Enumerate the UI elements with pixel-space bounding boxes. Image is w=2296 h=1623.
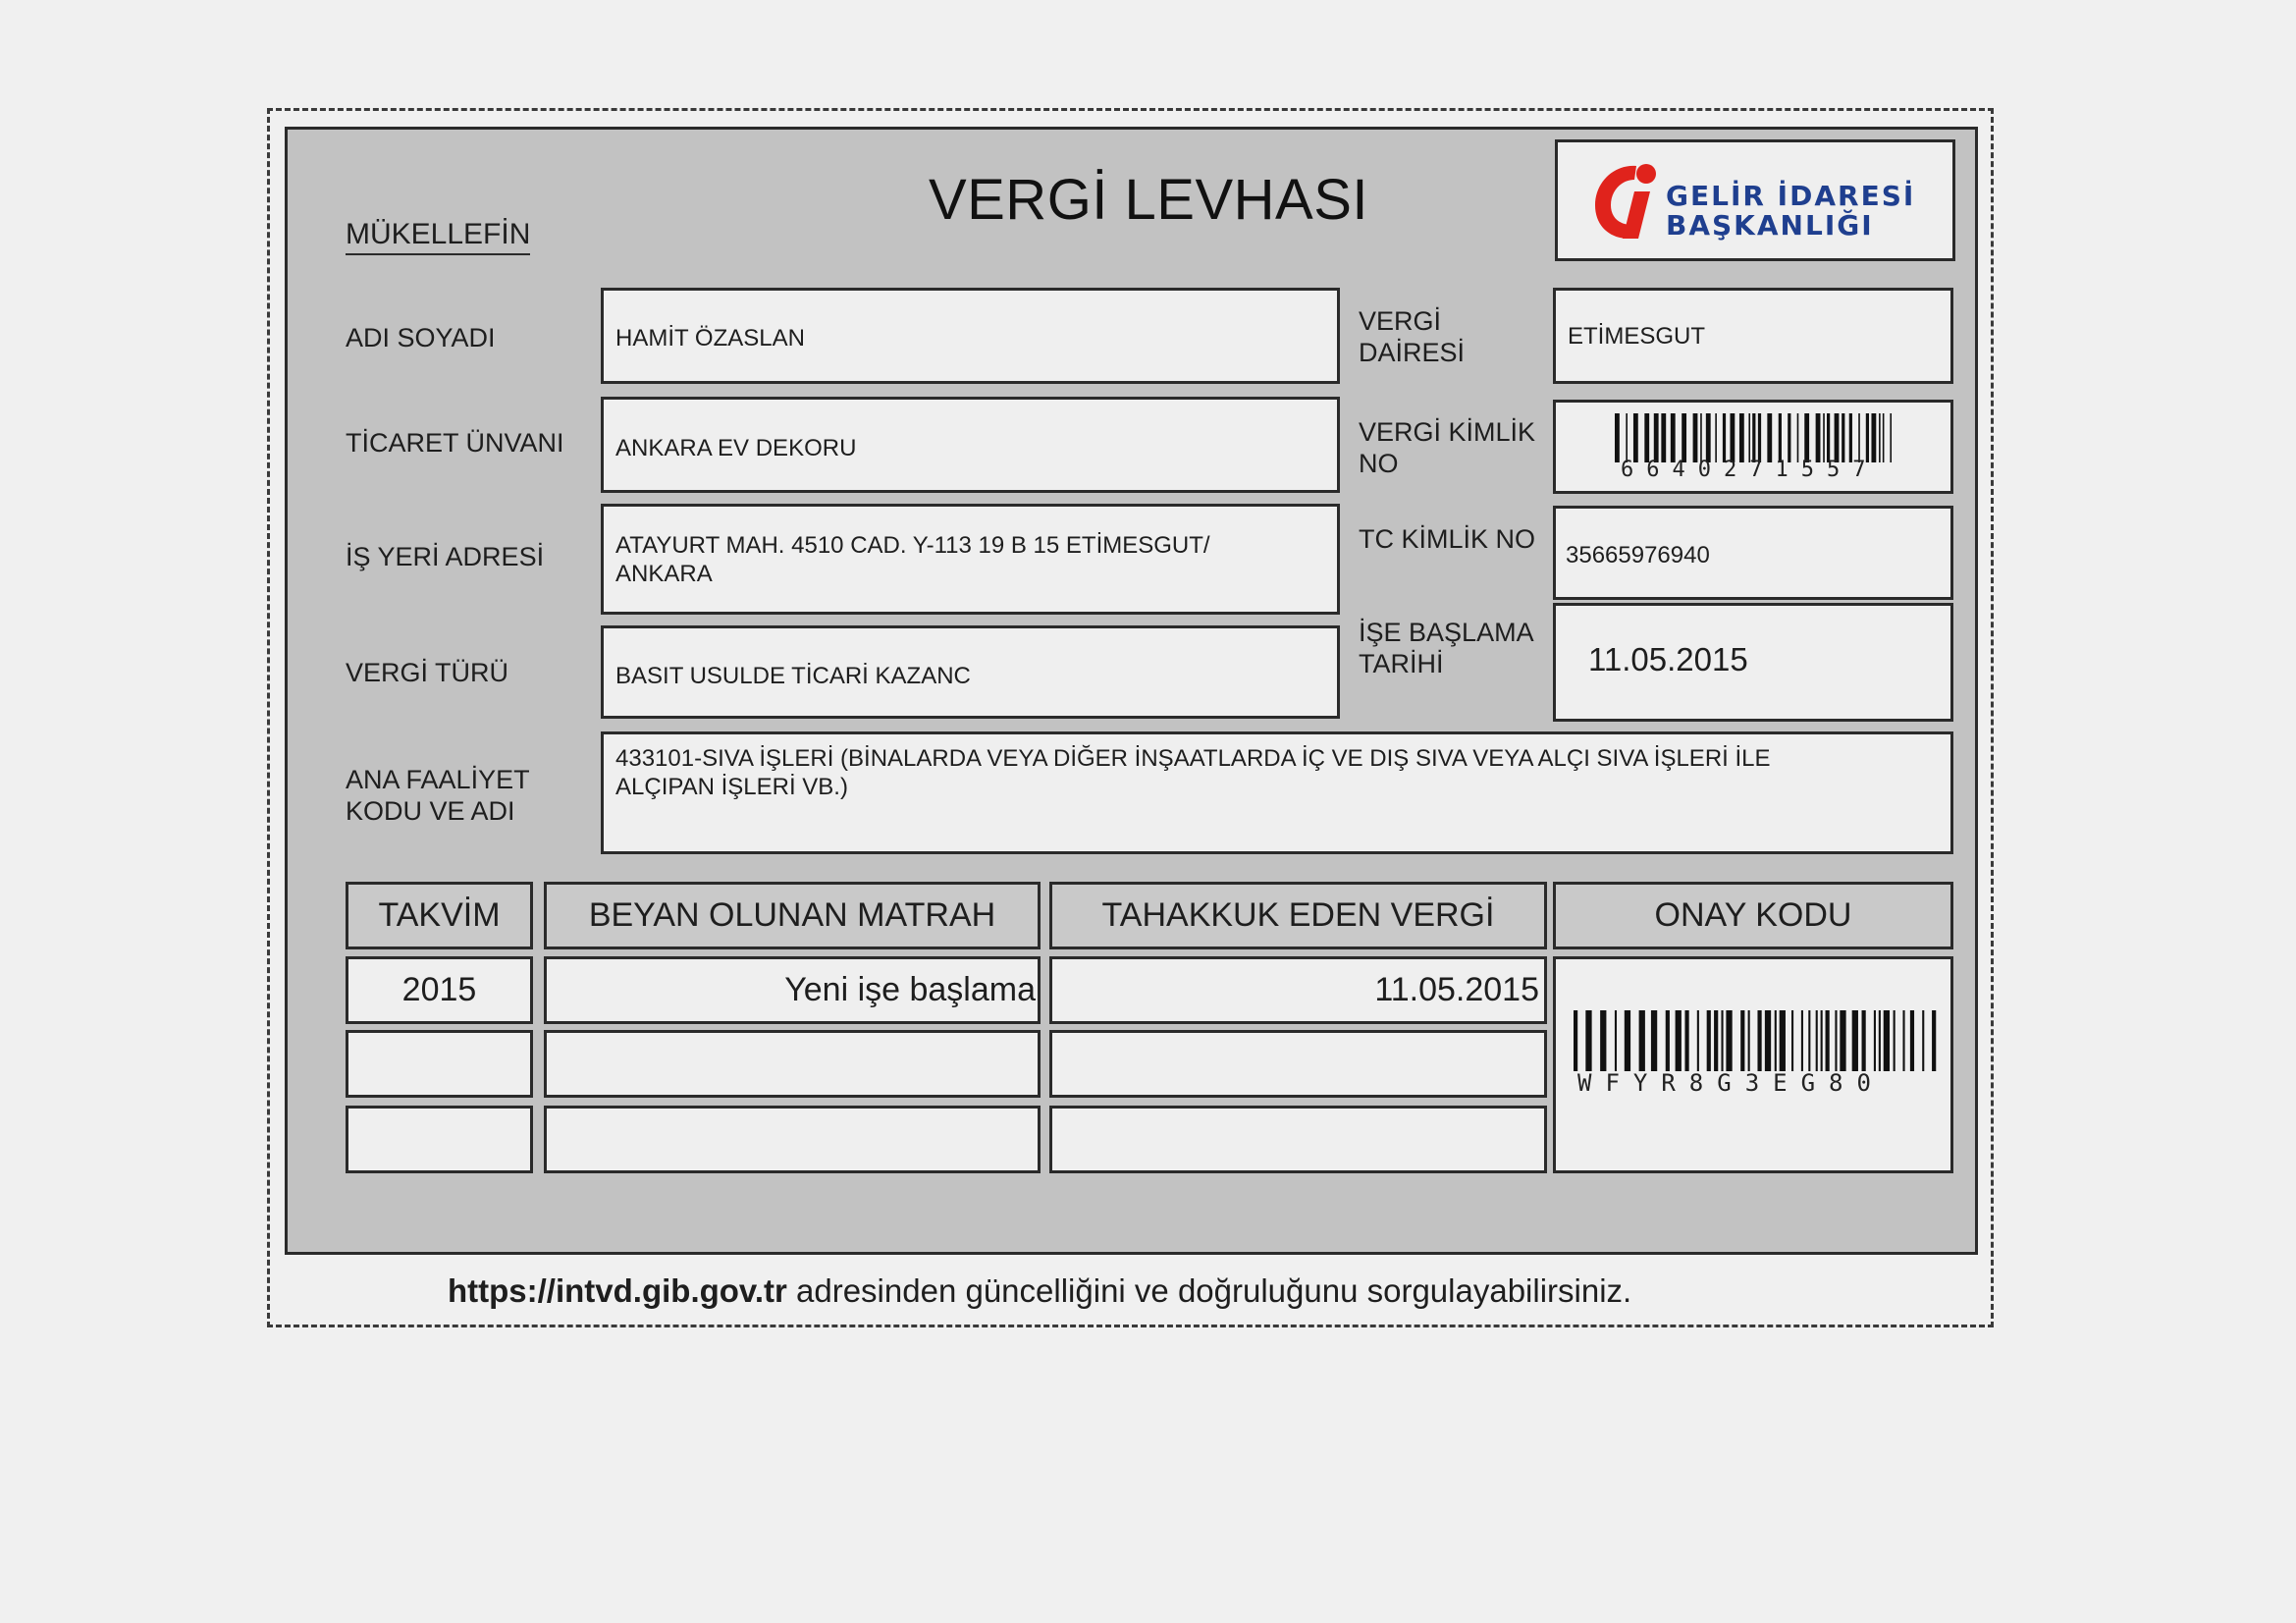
label-ise-baslama-line2: TARİHİ [1359,649,1444,678]
value-vergi-dairesi: ETİMESGUT [1568,323,1706,350]
barcode-bar [1661,413,1666,462]
barcode-bar [1625,1010,1630,1071]
barcode-bar [1715,413,1717,462]
barcode-bar [1779,413,1782,462]
table-row: Yeni işe başlama [544,956,1041,1024]
label-ana-faaliyet-line2: KODU VE ADI [346,796,515,826]
barcode-bar [1615,413,1620,462]
barcode-bar [1840,1010,1845,1071]
barcode-bar [1879,1010,1881,1071]
value-ana-faaliyet [615,744,1771,801]
barcode-bar [1726,1010,1732,1071]
barcode-bar [1932,1010,1936,1071]
tax-id-barcode [1615,413,1897,462]
barcode-bar [1644,413,1649,462]
table-header-onay-kodu: ONAY KODU [1553,882,1953,949]
barcode-bar [1884,1010,1890,1071]
barcode-bar [1890,413,1892,462]
barcode-bar [1788,413,1790,462]
barcode-bar [1780,1010,1786,1071]
value-ise-baslama-tarihi: 11.05.2015 [1588,641,1748,677]
barcode-bar [1585,1010,1591,1071]
barcode-bar [1835,1010,1837,1071]
barcode-bar [1883,413,1885,462]
label-ana-faaliyet [346,764,530,827]
barcode-bar [1821,1010,1823,1071]
label-ise-baslama-tarihi [1359,617,1534,679]
table-row [544,1030,1041,1098]
barcode-bar [1862,1010,1866,1071]
barcode-bar [1671,413,1676,462]
table-row [1049,1030,1547,1098]
barcode-bar [1808,1010,1810,1071]
label-is-yeri-adresi: İŞ YERİ ADRESİ [346,542,545,571]
table-row: 2015 [346,956,533,1024]
field-ana-faaliyet [601,731,1953,854]
barcode-bar [1693,413,1698,462]
table-row [1049,1106,1547,1173]
barcode-bar [1682,413,1686,462]
field-adi-soyadi [601,288,1340,384]
barcode-bar [1804,413,1809,462]
barcode-bar [1758,413,1761,462]
page-title: VERGİ LEVHASI [928,168,1369,232]
value-is-yeri-adresi-line1: ATAYURT MAH. 4510 CAD. Y-113 19 B 15 ETİMESGUT/ [615,532,1210,559]
barcode-bar [1651,1010,1657,1071]
field-vergi-dairesi [1553,288,1953,384]
verification-url[interactable]: https://intvd.gib.gov.tr [448,1272,787,1309]
table-row [346,1030,533,1098]
barcode-bar [1714,1010,1718,1071]
table-row [346,1106,533,1173]
section-label-taxpayer: MÜKELLEFİN [346,218,530,255]
barcode-bar [1600,1010,1606,1071]
barcode-bar [1849,413,1852,462]
barcode-bar [1826,1010,1830,1071]
barcode-bar [1723,413,1726,462]
barcode-bar [1730,413,1735,462]
barcode-bar [1615,1010,1617,1071]
table-row: 11.05.2015 [1049,956,1547,1024]
barcode-bar [1858,413,1860,462]
barcode-bar [1676,1010,1682,1071]
barcode-bar [1633,413,1638,462]
barcode-bar [1879,413,1881,462]
table-header-tahakkuk: TAHAKKUK EDEN VERGİ [1049,882,1547,949]
field-vergi-kimlik-no [1553,400,1953,494]
barcode-bar [1775,1010,1777,1071]
approval-code-barcode [1574,1010,1937,1071]
barcode-bar [1767,413,1772,462]
barcode-bar [1902,1010,1904,1071]
barcode-bar [1706,413,1711,462]
barcode-bar [1823,413,1825,462]
label-adi-soyadi: ADI SOYADI [346,323,496,352]
barcode-bar [1639,1010,1645,1071]
label-ana-faaliyet-line1: ANA FAALİYET [346,765,530,794]
label-vergi-turu: VERGİ TÜRÜ [346,658,509,687]
barcode-bar [1866,413,1869,462]
barcode-bar [1752,413,1755,462]
barcode-bar [1765,1010,1771,1071]
barcode-bar [1626,413,1628,462]
barcode-bar [1739,413,1744,462]
approval-code-barcode-text: WFYR8G3EG80 [1577,1069,1885,1097]
value-ana-faaliyet-line1: 433101-SIVA İŞLERİ (BİNALARDA VEYA DİĞER İNŞAATLARDA İÇ VE DIŞ SIVA VEYA ALÇI SIVA İŞLERİ İLE [615,745,1771,772]
barcode-bar [1816,413,1821,462]
label-vergi-kimlik-no-line1: VERGİ KİMLİK [1359,417,1536,447]
barcode-bar [1707,1010,1711,1071]
table-header-takvim: TAKVİM [346,882,533,949]
barcode-bar [1801,1010,1803,1071]
barcode-bar [1574,1010,1577,1071]
barcode-bar [1922,1010,1924,1071]
verification-footer [448,1272,1631,1310]
barcode-bar [1666,1010,1670,1071]
barcode-bar [1721,1010,1723,1071]
verification-text: adresinden güncelliğini ve doğruluğunu sorgulayabilirsiniz. [786,1272,1632,1309]
value-ticaret-unvani: ANKARA EV DEKORU [615,435,857,461]
gib-logo-text [1666,182,1915,241]
field-is-yeri-adresi [601,504,1340,615]
value-is-yeri-adresi [615,531,1210,588]
barcode-bar [1874,1010,1876,1071]
barcode-bar [1894,1010,1896,1071]
value-is-yeri-adresi-line2: ANKARA [615,561,713,587]
label-ticaret-unvani: TİCARET ÜNVANI [346,428,564,458]
barcode-bar [1842,413,1844,462]
barcode-bar [1654,413,1659,462]
barcode-bar [1827,413,1830,462]
barcode-bar [1684,1010,1688,1071]
value-ana-faaliyet-line2: ALÇIPAN İŞLERİ VB.) [615,774,848,800]
barcode-bar [1748,413,1750,462]
barcode-bar [1816,1010,1818,1071]
barcode-bar [1700,413,1702,462]
onay-kodu-cell [1553,956,1953,1173]
barcode-bar [1740,1010,1744,1071]
label-vergi-dairesi-line1: VERGİ [1359,306,1442,336]
value-tc-kimlik-no: 35665976940 [1566,542,1710,568]
field-ise-baslama-tarihi [1553,603,1953,722]
barcode-bar [1852,1010,1858,1071]
logo-line2: BAŞKANLIĞI [1666,209,1874,242]
barcode-bar [1757,1010,1761,1071]
field-tc-kimlik-no [1553,506,1953,600]
label-vergi-kimlik-no [1359,416,1535,479]
barcode-bar [1797,413,1799,462]
barcode-bar [1748,1010,1750,1071]
tax-id-barcode-text: 6640271557 [1621,458,1879,482]
field-ticaret-unvani [601,397,1340,493]
gib-logo-icon [1585,156,1662,244]
label-vergi-kimlik-no-line2: NO [1359,449,1399,478]
barcode-bar [1871,413,1876,462]
table-row [544,1106,1041,1173]
label-tc-kimlik-no: TC KİMLİK NO [1359,524,1536,554]
label-vergi-dairesi [1359,305,1465,368]
barcode-bar [1791,1010,1793,1071]
value-adi-soyadi: HAMİT ÖZASLAN [615,325,805,352]
barcode-bar [1835,413,1840,462]
label-vergi-dairesi-line2: DAİRESİ [1359,338,1466,367]
gib-logo [1555,139,1955,261]
barcode-bar [1910,1010,1914,1071]
logo-line1: GELİR İDARESİ [1666,180,1916,212]
table-header-beyan: BEYAN OLUNAN MATRAH [544,882,1041,949]
barcode-bar [1697,1010,1699,1071]
field-vergi-turu [601,625,1340,719]
value-vergi-turu: BASIT USULDE TİCARİ KAZANC [615,663,971,689]
label-ise-baslama-line1: İŞE BAŞLAMA [1359,618,1534,647]
